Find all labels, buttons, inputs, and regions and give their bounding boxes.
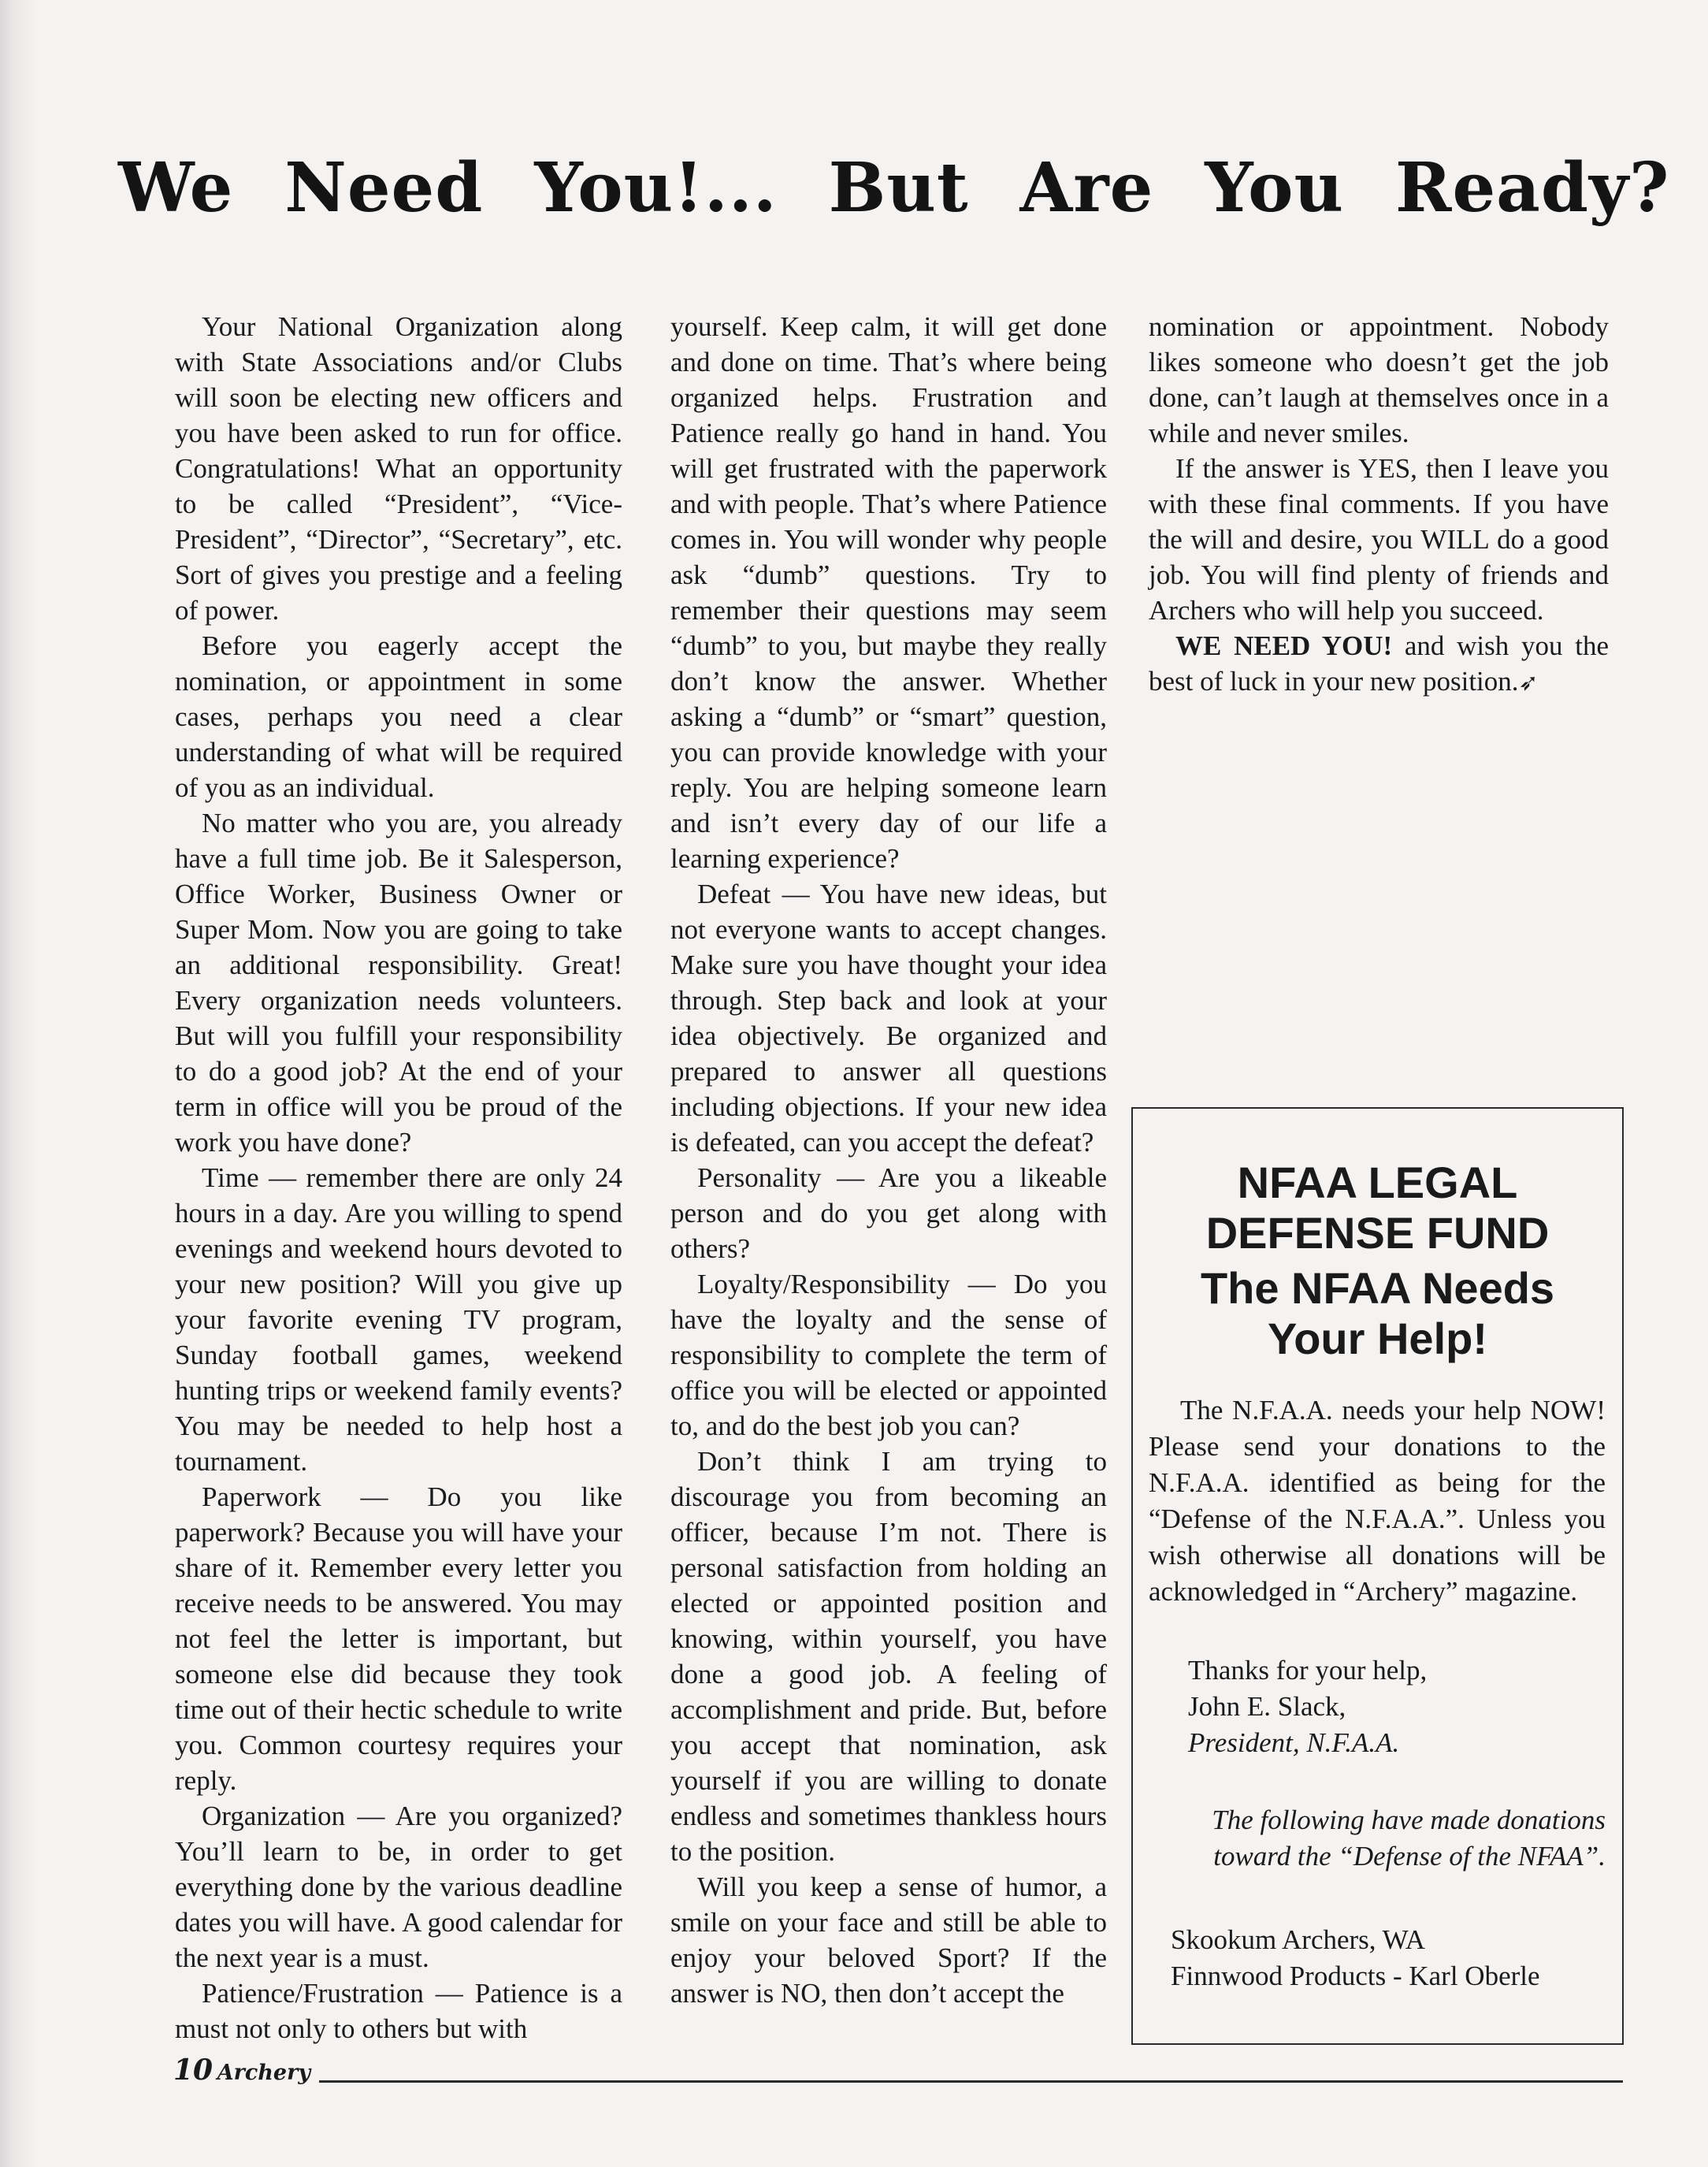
article-column-3 xyxy=(1149,309,1609,701)
article-title: We Need You!... But Are You Ready? xyxy=(118,148,1670,228)
donors-intro: The following have made donations toward the “Defense of the NFAA”. xyxy=(1212,1805,1606,1872)
paragraph: If the answer is YES, then I leave you with these final comments. If you have the will and desire, you WILL do a good job. You will find plenty of friends and Archers who will help you succeed. xyxy=(1149,453,1609,626)
heading-line: The NFAA Needs xyxy=(1200,1263,1555,1313)
paragraph: Before you eagerly accept the nomination, or appointment in some cases, perhaps you need a clear understanding of what will be required of you as an individual. xyxy=(175,630,622,803)
legal-box-subheading xyxy=(1133,1263,1622,1364)
legal-box-heading xyxy=(1133,1158,1622,1258)
paragraph: Defeat — You have new ideas, but not everyone wants to accept changes. Make sure you have thought your idea through. Step back and look at your idea objectively. Be organized and prepared to answer all questions including objections. If your new idea is defeated, can you accept the defeat? xyxy=(670,879,1107,1158)
heading-line: NFAA LEGAL xyxy=(1237,1158,1518,1207)
paragraph: Don’t think I am trying to discourage you from becoming an officer, because I’m not. There is personal satisfaction from holding an elected or appointed position and knowing, within yourself, you have done a good job. A feeling of accomplishment and pride. But, before you accept that nomination, ask yourself if you are willing to donate endless and sometimes thankless hours to the position. xyxy=(670,1446,1107,1867)
paragraph: The N.F.A.A. needs your help NOW! Please send your donations to the N.F.A.A. identified as being for the “Defense of the N.F.A.A.”. Unless you wish otherwise all donations will be acknowledged in “Archery” magazine. xyxy=(1149,1395,1606,1607)
paragraph: Will you keep a sense of humor, a smile on your face and still be able to enjoy your beloved Sport? If the answer is NO, then don’t accept the xyxy=(670,1872,1107,2009)
magazine-name: Archery xyxy=(217,2061,311,2085)
signature-block xyxy=(1188,1652,1427,1761)
heading-line: Your Help! xyxy=(1268,1314,1487,1363)
closing-paragraph xyxy=(1149,628,1609,701)
donor-list xyxy=(1171,1922,1540,1994)
signer-title: President, N.F.A.A. xyxy=(1188,1727,1400,1758)
page-footer xyxy=(173,2054,310,2087)
paragraph: Personality — Are you a likeable person and do you get along with others? xyxy=(670,1162,1107,1264)
paragraph: Patience/Frustration — Patience is a must not only to others but with xyxy=(175,1978,622,2044)
page-binding-edge xyxy=(0,0,36,2167)
paragraph: Loyalty/Responsibility — Do you have the loyalty and the sense of responsibility to complete the term of office you will be elected or appointed to, and do the best job you can? xyxy=(670,1269,1107,1441)
article-column-2 xyxy=(670,309,1107,2011)
legal-defense-fund-box xyxy=(1131,1107,1624,2045)
donor-item: Skookum Archers, WA xyxy=(1171,1924,1426,1955)
paragraph: Time — remember there are only 24 hours in a day. Are you willing to spend evenings and weekend hours devoted to your new position? Will you give up your favorite evening TV program, Sunday football games, weekend hunting trips or weekend family events? You may be needed to help host a tournament. xyxy=(175,1162,622,1477)
closing-text: and wish you the best of luck in your new position. xyxy=(1149,630,1609,697)
paragraph: No matter who you are, you already have a full time job. Be it Salesperson, Office Worker, Business Owner or Super Mom. Now you are going to take an additional responsibility. Great! Every organization needs volunteers. But will you fulfill your responsibility to do a good job? At the end of your term in office will you be proud of the work you have done? xyxy=(175,808,622,1158)
donor-item: Finnwood Products - Karl Oberle xyxy=(1171,1961,1540,1991)
signer-name: John E. Slack, xyxy=(1188,1691,1346,1722)
end-mark-arrow-icon: ➶ xyxy=(1518,670,1539,696)
legal-box-body xyxy=(1149,1392,1606,1610)
footer-rule xyxy=(319,2080,1623,2083)
paragraph: Your National Organization along with State Associations and/or Clubs will soon be electing new officers and you have been asked to run for office. Congratulations! What an opportunity to be called “President”, “Vice-President”, “Director”, “Secretary”, etc. Sort of gives you prestige and a feeling of power. xyxy=(175,311,622,626)
paragraph: Organization — Are you organized? You’ll learn to be, in order to get everything done by the various deadline dates you will have. A good calendar for the next year is a must. xyxy=(175,1801,622,1973)
paragraph-continued: yourself. Keep calm, it will get done and done on time. That’s where being organized helps. Frustration and Patience really go hand in hand. You will get frustrated with the paperwork and with people. That’s where Patience comes in. You will wonder why people ask “dumb” questions. Try to remember their questions may seem “dumb” to you, but maybe they really don’t know the answer. Whether asking a “dumb” or “smart” question, you can provide knowledge with your reply. You are helping someone learn and isn’t every day of our life a learning experience? xyxy=(670,311,1107,874)
paragraph-continued: nomination or appointment. Nobody likes someone who doesn’t get the job done, can’t laugh at themselves once in a while and never smiles. xyxy=(1149,311,1609,448)
paragraph: Paperwork — Do you like paperwork? Because you will have your share of it. Remember every letter you receive needs to be answered. You may not feel the letter is important, but someone else did because they took time out of their hectic schedule to write you. Common courtesy requires your reply. xyxy=(175,1481,622,1796)
article-column-1 xyxy=(175,309,622,2046)
page-number: 10 xyxy=(173,2054,214,2087)
heading-line: DEFENSE FUND xyxy=(1205,1208,1550,1258)
emphasis-text: WE NEED YOU! xyxy=(1175,630,1393,661)
thanks-line: Thanks for your help, xyxy=(1188,1655,1428,1686)
